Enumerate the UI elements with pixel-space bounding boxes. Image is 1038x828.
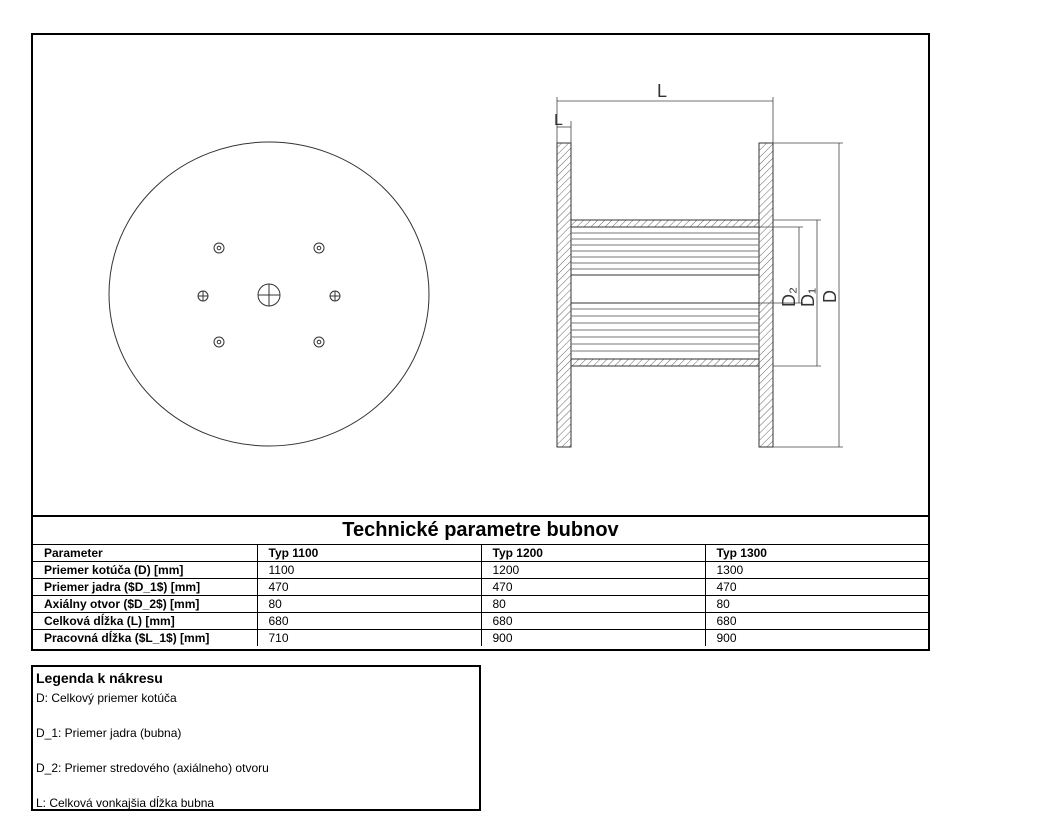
- table-row: [33, 596, 928, 613]
- table-row: [33, 579, 928, 596]
- left-flange: [557, 143, 571, 447]
- header-cell: Typ 1300: [705, 545, 928, 562]
- front-view: [109, 142, 429, 446]
- table-row: [33, 562, 928, 579]
- label-L1: L: [554, 112, 563, 129]
- param-value: 80: [705, 596, 928, 613]
- label-D: D: [820, 290, 840, 303]
- table-row: [33, 630, 928, 647]
- bolt-hole: [314, 243, 324, 253]
- lower-core-shell: [571, 359, 759, 366]
- header-cell: Parameter: [33, 545, 257, 562]
- bolt-hole: [214, 337, 224, 347]
- param-name: Priemer kotúča (D) [mm]: [33, 562, 257, 579]
- legend-box: [31, 665, 481, 811]
- legend-item: D_1: Priemer jadra (bubna): [36, 726, 182, 740]
- bolt-hole: [314, 337, 324, 347]
- param-value: 1200: [481, 562, 705, 579]
- upper-core-shell: [571, 220, 759, 227]
- param-value: 680: [257, 613, 481, 630]
- param-value: 470: [257, 579, 481, 596]
- param-value: 710: [257, 630, 481, 647]
- technical-drawing: [33, 35, 928, 515]
- param-value: 680: [705, 613, 928, 630]
- legend-title: Legenda k nákresu: [36, 670, 163, 686]
- param-value: 470: [481, 579, 705, 596]
- drive-hole: [330, 291, 340, 301]
- param-value: 900: [481, 630, 705, 647]
- table-title: Technické parametre bubnov: [33, 515, 928, 545]
- axial-hole: [258, 284, 280, 306]
- drum-drawing-svg: [33, 35, 928, 515]
- param-value: 1300: [705, 562, 928, 579]
- legend-item: D_2: Priemer stredového (axiálneho) otvoru: [36, 761, 269, 775]
- label-L: L: [657, 81, 668, 101]
- param-value: 680: [481, 613, 705, 630]
- parameters-table: [33, 545, 928, 646]
- param-value: 900: [705, 630, 928, 647]
- param-name: Axiálny otvor ($D_2$) [mm]: [33, 596, 257, 613]
- param-name: Pracovná dĺžka ($L_1$) [mm]: [33, 630, 257, 647]
- label-D2: D₂: [779, 287, 799, 307]
- param-value: 1100: [257, 562, 481, 579]
- param-name: Celková dĺžka (L) [mm]: [33, 613, 257, 630]
- header-cell: Typ 1100: [257, 545, 481, 562]
- param-value: 470: [705, 579, 928, 596]
- param-name: Priemer jadra ($D_1$) [mm]: [33, 579, 257, 596]
- table-header-row: [33, 545, 928, 562]
- drawing-frame: [31, 33, 930, 651]
- legend-item: D: Celkový priemer kotúča: [36, 691, 177, 705]
- legend-item: L: Celková vonkajšia dĺžka bubna: [36, 796, 215, 810]
- param-value: 80: [481, 596, 705, 613]
- side-view: [557, 143, 773, 447]
- param-value: 80: [257, 596, 481, 613]
- drive-hole: [198, 291, 208, 301]
- label-D1: D₁: [798, 287, 818, 307]
- bolt-hole: [214, 243, 224, 253]
- table-row: [33, 613, 928, 630]
- right-flange: [759, 143, 773, 447]
- header-cell: Typ 1200: [481, 545, 705, 562]
